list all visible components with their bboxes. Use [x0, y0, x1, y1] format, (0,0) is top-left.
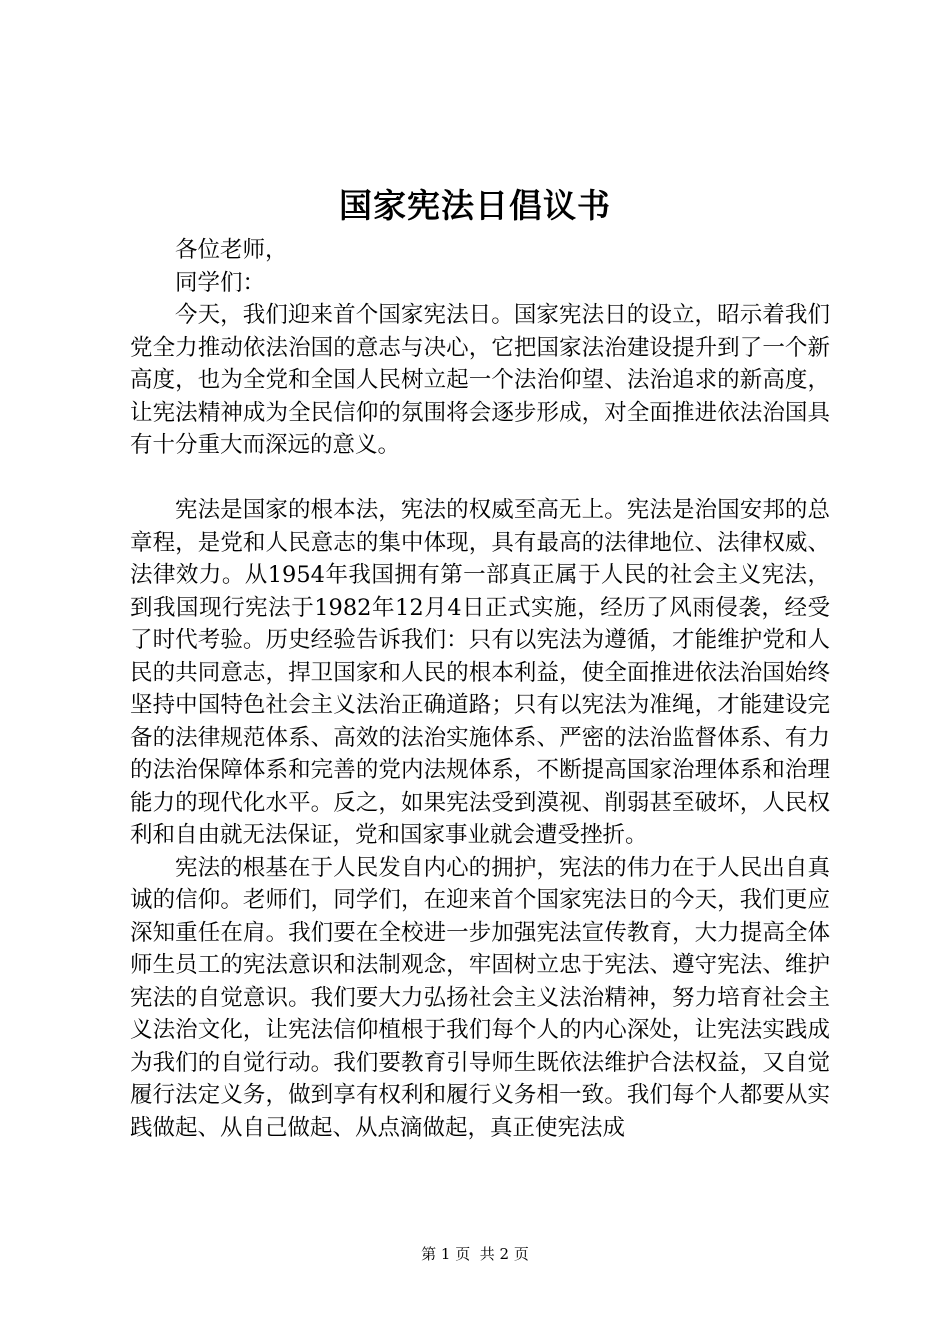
page-number-footer: 第 1 页 共 2 页	[421, 1245, 529, 1263]
paragraph-2: 宪法是国家的根本法，宪法的权威至高无上。宪法是治国安邦的总章程，是党和人民意志的集中体现，具有最高的法律地位、法律权威、法律效力。从1954年我国拥有第一部真正属于人民的社会主义宪法，到我国现行宪法于1982年12月4日正式实施，经历了风雨侵袭，经受了时代考验。历史经验告诉我们：只有以宪法为遵循，才能维护党和人民的共同意志，捍卫国家和人民的根本利益，使全面推进依法治国始终坚持中国特色社会主义法治正确道路；只有以宪法为准绳，才能建设完备的法律规范体系、高效的法治实施体系、严密的法治监督体系、有力的法治保障体系和完善的党内法规体系，不断提高国家治理体系和治理能力的现代化水平。反之，如果宪法受到漠视、削弱甚至破坏，人民权利和自由就无法保证，党和国家事业就会遭受挫折。	[130, 497, 830, 848]
document-body	[130, 234, 830, 1144]
salutation-teachers: 各位老师，	[175, 237, 288, 263]
salutation-students: 同学们：	[175, 269, 266, 296]
document-title: 国家宪法日倡议书	[339, 186, 611, 225]
paragraph-3: 宪法的根基在于人民发自内心的拥护，宪法的伟力在于人民出自真诚的信仰。老师们，同学们，在迎来首个国家宪法日的今天，我们更应深知重任在肩。我们要在全校进一步加强宪法宣传教育，大力提高全体师生员工的宪法意识和法制观念，牢固树立忠于宪法、遵守宪法、维护宪法的自觉意识。我们要大力弘扬社会主义法治精神，努力培育社会主义法治文化，让宪法信仰植根于我们每个人的内心深处，让宪法实践成为我们的自觉行动。我们要教育引导师生既依法维护合法权益，又自觉履行法定义务，做到享有权利和履行义务相一致。我们每个人都要从实践做起、从自己做起、从点滴做起，真正使宪法成	[130, 854, 830, 1141]
paragraph-1: 今天，我们迎来首个国家宪法日。国家宪法日的设立，昭示着我们党全力推动依法治国的意志与决心，它把国家法治建设提升到了一个新高度，也为全党和全国人民树立起一个法治仰望、法治追求的新高度，让宪法精神成为全民信仰的氛围将会逐步形成，对全面推进依法治国具有十分重大而深远的意义。	[130, 302, 830, 458]
